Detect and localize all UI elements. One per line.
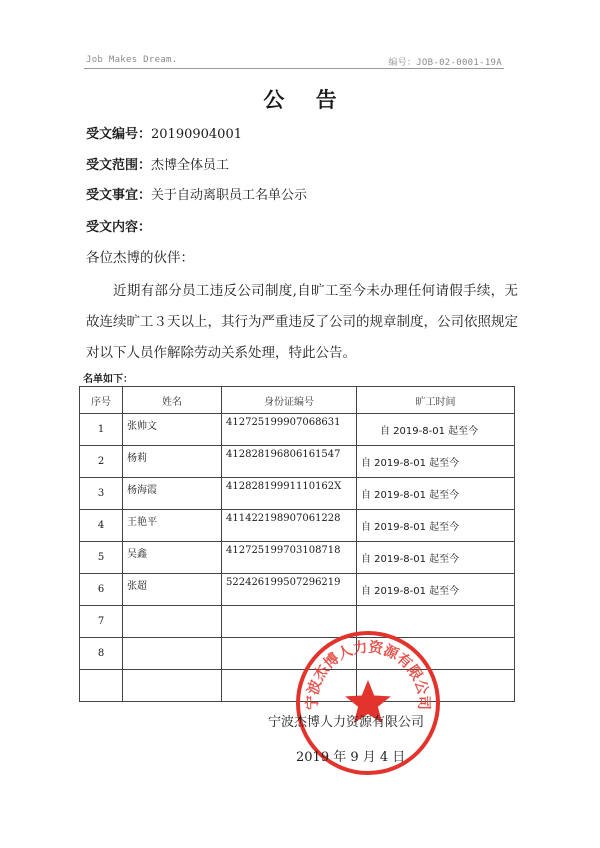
cell-number: 1 xyxy=(80,414,123,446)
cell-name: 杨莉 xyxy=(123,446,222,478)
body-paragraph: 近期有部分员工违反公司制度,自旷工至今未办理任何请假手续，无故连续旷工３天以上，其行为严重违反了公司的规章制度，公司依照规定对以下人员作解除劳动关系处理，特此公告。 xyxy=(86,283,518,361)
header-cell-id: 身份证编号 xyxy=(222,387,357,414)
cell-id: 412725199907068631 xyxy=(222,414,357,446)
signature-company: 宁波杰博人力资源有限公司 xyxy=(268,715,425,730)
field-label: 受文内容： xyxy=(86,220,152,235)
cell-id: 522426199507296219 xyxy=(222,574,357,606)
header-divider xyxy=(84,68,504,69)
notice-title: 公 告 xyxy=(263,88,349,112)
field-content xyxy=(86,216,151,235)
table-row xyxy=(80,478,515,510)
cell-number: 4 xyxy=(80,510,123,542)
list-title: 名单如下： xyxy=(83,374,133,385)
table-row xyxy=(80,446,515,478)
cell-number: 6 xyxy=(80,574,123,606)
cell-id: 41282819991110162X xyxy=(222,478,357,510)
cell-absence: 自 2019-8-01 起至今 xyxy=(357,574,515,606)
seal-text: 宁波杰博人力资源有限公司 xyxy=(303,638,433,711)
field-value: 关于自动离职员工名单公示 xyxy=(151,188,308,203)
table-row xyxy=(80,574,515,606)
cell-name: 张超 xyxy=(123,574,222,606)
cell-number: 5 xyxy=(80,542,123,574)
cell-number: 7 xyxy=(80,606,123,638)
header-cell-name: 姓名 xyxy=(123,387,222,414)
cell-absence: 自 2019-8-01 起至今 xyxy=(357,542,515,574)
signature-date: 2019 年 9 月 4 日 xyxy=(296,750,406,765)
cell-absence: 自 2019-8-01 起至今 xyxy=(357,446,515,478)
cell-id: 411422198907061228 xyxy=(222,510,357,542)
field-document-number xyxy=(86,123,242,142)
cell-number: 2 xyxy=(80,446,123,478)
field-scope xyxy=(86,154,229,173)
field-label: 受文事宜： xyxy=(86,188,152,203)
cell-name xyxy=(123,606,222,638)
field-label: 受文范围： xyxy=(86,158,152,173)
cell-name xyxy=(123,638,222,670)
cell-name: 张帅文 xyxy=(123,414,222,446)
cell-number: 3 xyxy=(80,478,123,510)
cell-name: 吴鑫 xyxy=(123,542,222,574)
table-row xyxy=(80,542,515,574)
field-label: 受文编号： xyxy=(86,127,152,142)
cell-id: 412725199703108718 xyxy=(222,542,357,574)
table-row xyxy=(80,510,515,542)
cell-absence: 自 2019-8-01 起至今 xyxy=(357,478,515,510)
cell-id: 412828196806161547 xyxy=(222,446,357,478)
greeting: 各位杰博的伙伴： xyxy=(86,250,194,266)
cell-absence: 自 2019-8-01 起至今 xyxy=(357,414,515,446)
header-slogan: Job Makes Dream. xyxy=(86,55,178,65)
header-cell-number: 序号 xyxy=(80,387,123,414)
cell-number: 8 xyxy=(80,638,123,670)
cell-absence: 自 2019-8-01 起至今 xyxy=(357,510,515,542)
table-row xyxy=(80,414,515,446)
field-subject xyxy=(86,184,307,203)
cell-name: 王艳平 xyxy=(123,510,222,542)
cell-name xyxy=(123,670,222,702)
table-header-row xyxy=(80,387,515,414)
field-value: 杰博全体员工 xyxy=(151,158,230,173)
cell-name: 杨海霞 xyxy=(123,478,222,510)
cell-number xyxy=(80,670,123,702)
header-cell-absence: 旷工时间 xyxy=(357,387,515,414)
document-code: 编号：JOB-02-0001-19A xyxy=(388,58,502,68)
field-value: 20190904001 xyxy=(151,127,242,142)
